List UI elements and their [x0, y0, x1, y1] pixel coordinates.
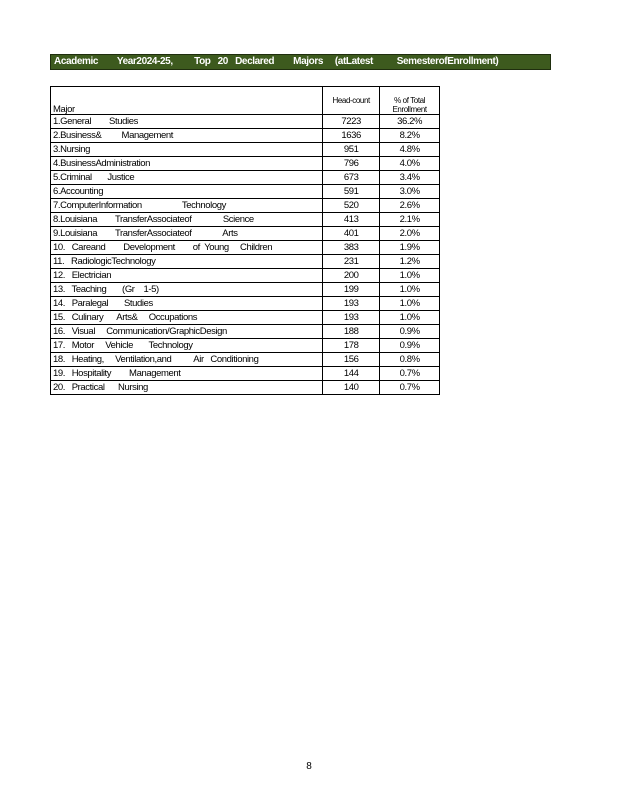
percent-cell: 36.2%	[380, 115, 440, 129]
percent-cell: 8.2%	[380, 129, 440, 143]
headcount-cell: 193	[323, 297, 380, 311]
major-cell: 11. RadiologicTechnology	[51, 255, 323, 269]
headcount-cell: 7223	[323, 115, 380, 129]
headcount-cell: 188	[323, 325, 380, 339]
table-row	[51, 157, 440, 171]
percent-cell: 0.7%	[380, 367, 440, 381]
table-header-row	[51, 87, 440, 115]
table-body	[51, 115, 440, 395]
percent-cell: 3.0%	[380, 185, 440, 199]
header-headcount: Head-count	[323, 87, 380, 115]
headcount-cell: 401	[323, 227, 380, 241]
percent-cell: 0.7%	[380, 381, 440, 395]
table-row	[51, 115, 440, 129]
declared-majors-table	[50, 86, 440, 395]
major-cell: 5.Criminal Justice	[51, 171, 323, 185]
headcount-cell: 178	[323, 339, 380, 353]
major-cell: 10. Careand Development of Young Children	[51, 241, 323, 255]
table-row	[51, 199, 440, 213]
major-cell: 16. Visual Communication/GraphicDesign	[51, 325, 323, 339]
major-cell: 17. Motor Vehicle Technology	[51, 339, 323, 353]
header-percent: % of Total Enrollment	[380, 87, 440, 115]
percent-cell: 4.8%	[380, 143, 440, 157]
headcount-cell: 200	[323, 269, 380, 283]
major-cell: 13. Teaching (Gr 1-5)	[51, 283, 323, 297]
headcount-cell: 413	[323, 213, 380, 227]
major-cell: 7.ComputerInformation Technology	[51, 199, 323, 213]
percent-cell: 2.0%	[380, 227, 440, 241]
percent-cell: 1.0%	[380, 269, 440, 283]
percent-cell: 1.0%	[380, 283, 440, 297]
table-row	[51, 297, 440, 311]
headcount-cell: 951	[323, 143, 380, 157]
major-cell: 14. Paralegal Studies	[51, 297, 323, 311]
percent-cell: 1.2%	[380, 255, 440, 269]
table-row	[51, 227, 440, 241]
table-row	[51, 325, 440, 339]
major-cell: 3.Nursing	[51, 143, 323, 157]
headcount-cell: 231	[323, 255, 380, 269]
headcount-cell: 156	[323, 353, 380, 367]
percent-cell: 2.6%	[380, 199, 440, 213]
table-row	[51, 353, 440, 367]
major-cell: 9.Louisiana TransferAssociateof Arts	[51, 227, 323, 241]
headcount-cell: 144	[323, 367, 380, 381]
table-row	[51, 255, 440, 269]
page-number: 8	[306, 761, 312, 772]
percent-cell: 1.9%	[380, 241, 440, 255]
headcount-cell: 383	[323, 241, 380, 255]
headcount-cell: 199	[323, 283, 380, 297]
table-row	[51, 185, 440, 199]
percent-cell: 0.9%	[380, 339, 440, 353]
table-title-banner: Academic Year2024-25, Top 20 Declared Majors (atLatest SemesterofEnrollment)	[50, 54, 551, 70]
headcount-cell: 591	[323, 185, 380, 199]
major-cell: 18. Heating, Ventilation,and Air Conditioning	[51, 353, 323, 367]
major-cell: 2.Business& Management	[51, 129, 323, 143]
major-cell: 4.BusinessAdministration	[51, 157, 323, 171]
percent-cell: 1.0%	[380, 297, 440, 311]
table-row	[51, 283, 440, 297]
major-cell: 1.General Studies	[51, 115, 323, 129]
table-row	[51, 143, 440, 157]
major-cell: 20. Practical Nursing	[51, 381, 323, 395]
headcount-cell: 140	[323, 381, 380, 395]
table-row	[51, 339, 440, 353]
table-row	[51, 311, 440, 325]
headcount-cell: 796	[323, 157, 380, 171]
percent-cell: 1.0%	[380, 311, 440, 325]
table-row	[51, 129, 440, 143]
major-cell: 19. Hospitality Management	[51, 367, 323, 381]
percent-cell: 0.9%	[380, 325, 440, 339]
percent-cell: 2.1%	[380, 213, 440, 227]
major-cell: 12. Electrician	[51, 269, 323, 283]
major-cell: 15. Culinary Arts& Occupations	[51, 311, 323, 325]
headcount-cell: 1636	[323, 129, 380, 143]
headcount-cell: 193	[323, 311, 380, 325]
table-row	[51, 367, 440, 381]
percent-cell: 4.0%	[380, 157, 440, 171]
percent-cell: 0.8%	[380, 353, 440, 367]
table-row	[51, 171, 440, 185]
table-row	[51, 213, 440, 227]
table-row	[51, 269, 440, 283]
header-major: Major	[51, 87, 323, 115]
major-cell: 6.Accounting	[51, 185, 323, 199]
table-row	[51, 241, 440, 255]
major-cell: 8.Louisiana TransferAssociateof Science	[51, 213, 323, 227]
table-row	[51, 381, 440, 395]
percent-cell: 3.4%	[380, 171, 440, 185]
headcount-cell: 520	[323, 199, 380, 213]
headcount-cell: 673	[323, 171, 380, 185]
